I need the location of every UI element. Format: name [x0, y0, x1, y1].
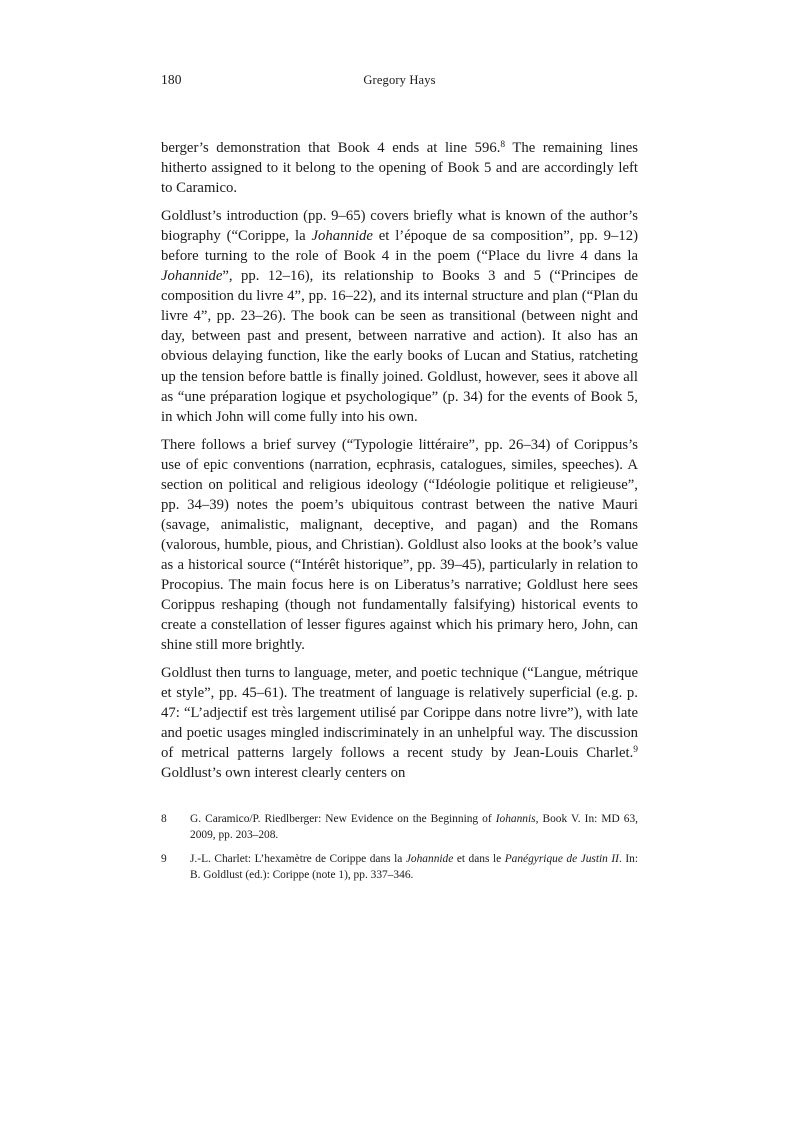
text-run: The remaining lines hitherto assigned to it belong to the opening of Book 5 and are accordingly left to Caramico. — [161, 140, 638, 197]
footnote-reference[interactable]: 8 — [500, 140, 506, 151]
paragraph-1 — [161, 138, 638, 198]
text-run: There follows a brief survey (“Typologie littéraire”, pp. 26–34) of Corippus’s use of epic conventions (narration, ecphrasis, catalogues, similes, speeches). A section on political and religious ideology (“Idéologie politique et religieuse”, pp. 34–39) notes the poem’s ubiquitous contrast between the native Mauri (savage, animalistic, malignant, deceptive, and pagan) and the Romans (valorous, humble, pious, and Christian). Goldlust also looks at the book’s value as a historical source (“Intérêt historique”, pp. 39–45), particularly in relation to Procopius. The main focus here is on Liberatus’s narrative; Goldlust here sees Corippus reshaping (though not fundamentally falsifying) historical events to create a constellation of lesser figures against which his primary hero, John, can shine still more brightly. — [161, 436, 638, 654]
paragraph-3 — [161, 435, 638, 656]
text-run: , Book V. In: MD 63, 2009, pp. 203–208. — [190, 813, 638, 841]
text-run: Goldlust then turns to language, meter, and poetic technique (“Langue, métrique et style”, pp. 45–61). The treatment of language is relatively superficial (e.g. p. 47: “L’adjectif est très largement utilisé par Corippe dans notre livre”), with late and poetic usages mingled indiscriminately in an unhelpful way. The discussion of metrical patterns largely follows a recent study by Jean-Louis Charlet. — [161, 665, 638, 762]
text-run: et dans le — [453, 853, 505, 866]
footnote-9 — [161, 852, 638, 883]
text-run: Goldlust’s introduction (pp. 9–65) covers briefly what is known of the author’s biography (“Corippe, la — [161, 208, 638, 245]
paragraph-2 — [161, 206, 638, 427]
footnote-reference[interactable]: 9 — [633, 745, 638, 756]
running-head-author: Gregory Hays — [363, 73, 436, 87]
text-run: berger’s demonstration that Book 4 ends at line 596. — [161, 140, 501, 156]
footnote-text — [190, 813, 638, 841]
italic-title: Iohannis — [495, 813, 536, 825]
italic-title: Panégyrique de Justin II — [504, 853, 619, 866]
text-run: Goldlust’s own interest clearly centers on — [161, 765, 406, 782]
italic-title: Johannide — [161, 268, 223, 285]
footnote-text — [190, 853, 638, 881]
text-run: et l’époque de sa composition”, pp. 9–12) before turning to the role of Book 4 in the poem (“Place du livre 4 dans la — [161, 228, 638, 265]
italic-title: Johannide — [311, 228, 373, 245]
text-run: J.-L. Charlet: L’hexamètre de Corippe dans la — [190, 853, 406, 866]
text-run: ”, pp. 12–16), its relationship to Books 3 and 5 (“Principes de composition du livre 4”, pp. 16–22), and its internal structure and plan (“Plan du livre 4”, pp. 23–26). The book can be seen as transitional (between night and day, between past and present, between narrative and action). It also has an obvious delaying function, like the early books of Lucan and Statius, ratcheting up the tension before battle is finally joined. Goldlust, however, sees it above all as “une préparation logique et psychologique” (p. 34) for the events of Book 5, in which John will come fully into his own. — [161, 268, 638, 425]
footnote-block — [161, 812, 638, 883]
text-run: . In: B. Goldlust (ed.): Corippe (note 1), pp. 337–346. — [190, 853, 638, 881]
italic-title: Johannide — [405, 853, 454, 866]
running-head — [161, 72, 638, 90]
footnote-number: 8 — [161, 813, 167, 825]
paragraph-4 — [161, 663, 638, 783]
footnote-number: 9 — [161, 853, 167, 866]
text-run: G. Caramico/P. Riedlberger: New Evidence on the Beginning of — [190, 813, 496, 825]
body-text-block — [161, 138, 638, 783]
page-number: 180 — [161, 72, 182, 87]
footnote-8 — [161, 812, 638, 843]
